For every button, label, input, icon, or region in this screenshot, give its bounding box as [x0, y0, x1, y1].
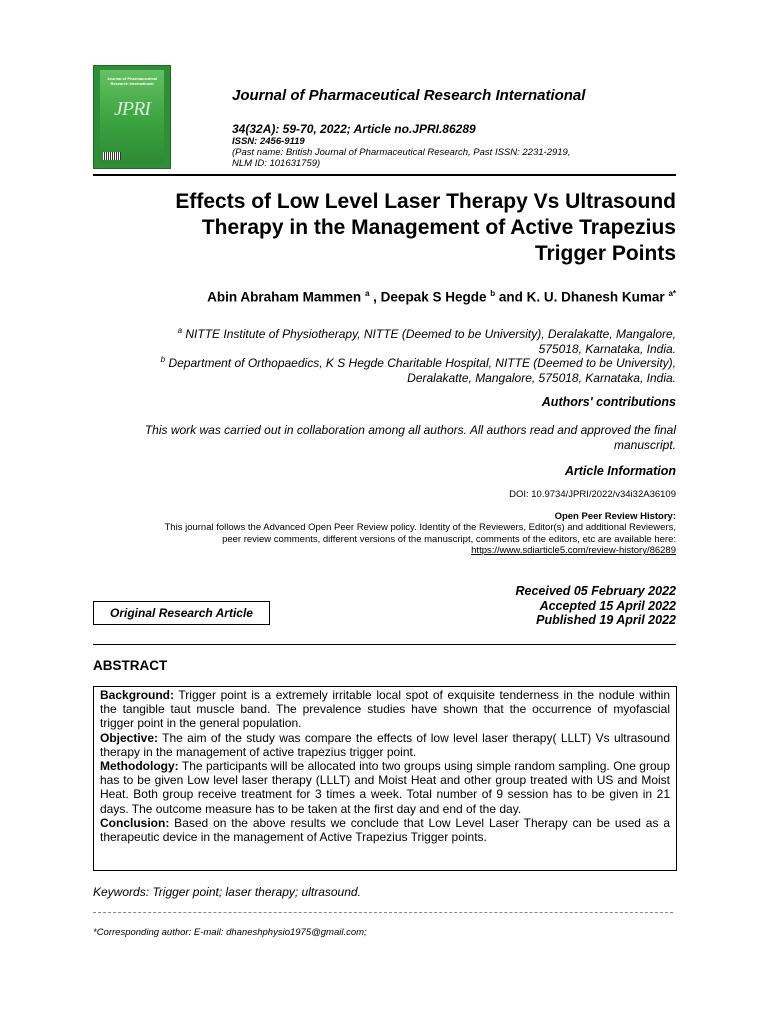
- cover-logo: JPRI: [114, 98, 150, 120]
- title-line-3: Trigger Points: [534, 242, 676, 265]
- doi: DOI: 10.9734/JPRI/2022/v34i32A36109: [509, 489, 676, 500]
- peer-review-line-1: This journal follows the Advanced Open Peer Review policy. Identity of the Reviewers, Editor(s) and additional Reviewers,: [164, 522, 676, 533]
- abstract-box: [93, 686, 677, 871]
- affiliation-b-line-2: Deralakatte, Mangalore, 575018, Karnataka, India.: [407, 370, 676, 385]
- affiliation-b: [76, 353, 676, 385]
- abstract-background: [100, 688, 670, 731]
- abstract-divider: [93, 644, 676, 645]
- cover-journal-title: Journal of Pharmaceutical Research International: [106, 76, 157, 86]
- date-published: Published 19 April 2022: [536, 613, 676, 627]
- title-line-2: Therapy in the Management of Active Trapezius: [201, 216, 676, 239]
- methodology-label: Methodology:: [100, 759, 179, 774]
- journal-cover-image: [93, 65, 171, 169]
- author-3-affil: a*: [668, 289, 676, 298]
- author-2-affil: b: [490, 289, 496, 298]
- objective-label: Objective:: [100, 730, 159, 745]
- abstract-heading: ABSTRACT: [93, 658, 168, 673]
- contributions-line-2: manuscript.: [613, 437, 676, 452]
- contributions-line-1: This work was carried out in collaboration among all authors. All authors read and approved the final: [144, 423, 676, 437]
- contributions-text: [76, 423, 676, 452]
- publication-dates: [515, 584, 676, 628]
- paper-title: [96, 189, 676, 267]
- affiliation-a-line-2: 575018, Karnataka, India.: [538, 341, 676, 356]
- affiliation-a-line-1: NITTE Institute of Physiotherapy, NITTE (Deemed to be University), Deralakatte, Mangalore,: [182, 327, 676, 341]
- methodology-text: The participants will be allocated into two groups using simple random sampling. One group has to be given Low level laser therapy (LLLT) and Moist Heat and other group treated with US and Moist Heat. Both group receive treatment for 3 times a week. Total number of 9 session has to be given in 21 days. The outcome measure has to be taken at the first day and end of the day.: [100, 759, 670, 816]
- past-name: [232, 147, 632, 169]
- article-type-badge: Original Research Article: [93, 601, 270, 625]
- keywords: Keywords: Trigger point; laser therapy; ultrasound.: [93, 885, 361, 899]
- affiliation-a: [76, 324, 676, 356]
- review-history-link[interactable]: https://www.sdiarticle5.com/review-history/86289: [471, 545, 676, 556]
- article-info-heading: Article Information: [564, 464, 676, 478]
- author-3: and K. U. Dhanesh Kumar: [498, 289, 665, 305]
- date-accepted: Accepted 15 April 2022: [539, 598, 676, 613]
- background-label: Background:: [100, 688, 175, 702]
- objective-text: The aim of the study was compare the effects of low level laser therapy( LLLT) Vs ultrasound therapy in the management of active trapezius trigger point.: [100, 730, 670, 759]
- issn: ISSN: 2456-9119: [232, 136, 305, 147]
- conclusion-label: Conclusion:: [100, 815, 170, 830]
- abstract-conclusion: [100, 816, 670, 844]
- date-received: Received 05 February 2022: [515, 584, 676, 598]
- title-line-1: Effects of Low Level Laser Therapy Vs Ultrasound: [175, 190, 676, 213]
- abstract-methodology: [100, 759, 670, 816]
- past-name-line-2: NLM ID: 101631759): [232, 158, 321, 169]
- peer-review-text: [76, 522, 676, 557]
- peer-review-heading: Open Peer Review History:: [554, 511, 676, 522]
- conclusion-text: Based on the above results we conclude that Low Level Laser Therapy can be used as a therapeutic device in the management of Active Trapezius Trigger points.: [100, 815, 670, 845]
- author-list: [96, 289, 676, 305]
- footnote-divider: [93, 912, 673, 913]
- corresponding-author: *Corresponding author: E-mail: dhaneshphysio1975@gmail.com;: [93, 927, 367, 938]
- author-2: , Deepak S Hegde: [373, 289, 487, 305]
- author-1: Abin Abraham Mammen: [207, 289, 362, 305]
- peer-review-line-2: peer review comments, different versions of the manuscript, comments of the editors, etc are available here:: [222, 533, 676, 545]
- affiliation-a-mark: a: [177, 326, 183, 335]
- journal-name: Journal of Pharmaceutical Research International: [232, 87, 586, 104]
- background-text: Trigger point is a extremely irritable local spot of exquisite tenderness in the nodule within the tangible taut muscle band. The prevalence studies have shown that the occurrence of myofascial trigger point in the general population.: [100, 688, 670, 731]
- cover-barcode: [103, 152, 121, 160]
- affiliation-b-mark: b: [160, 355, 166, 364]
- contributions-heading: Authors' contributions: [541, 395, 676, 409]
- citation: 34(32A): 59-70, 2022; Article no.JPRI.86289: [232, 122, 476, 136]
- header-divider: [93, 174, 676, 176]
- author-1-affil: a: [364, 289, 370, 298]
- affiliation-b-line-1: Department of Orthopaedics, K S Hegde Charitable Hospital, NITTE (Deemed to be University),: [165, 356, 676, 370]
- past-name-line-1: (Past name: British Journal of Pharmaceutical Research, Past ISSN: 2231-2919,: [232, 147, 571, 158]
- abstract-objective: [100, 731, 670, 759]
